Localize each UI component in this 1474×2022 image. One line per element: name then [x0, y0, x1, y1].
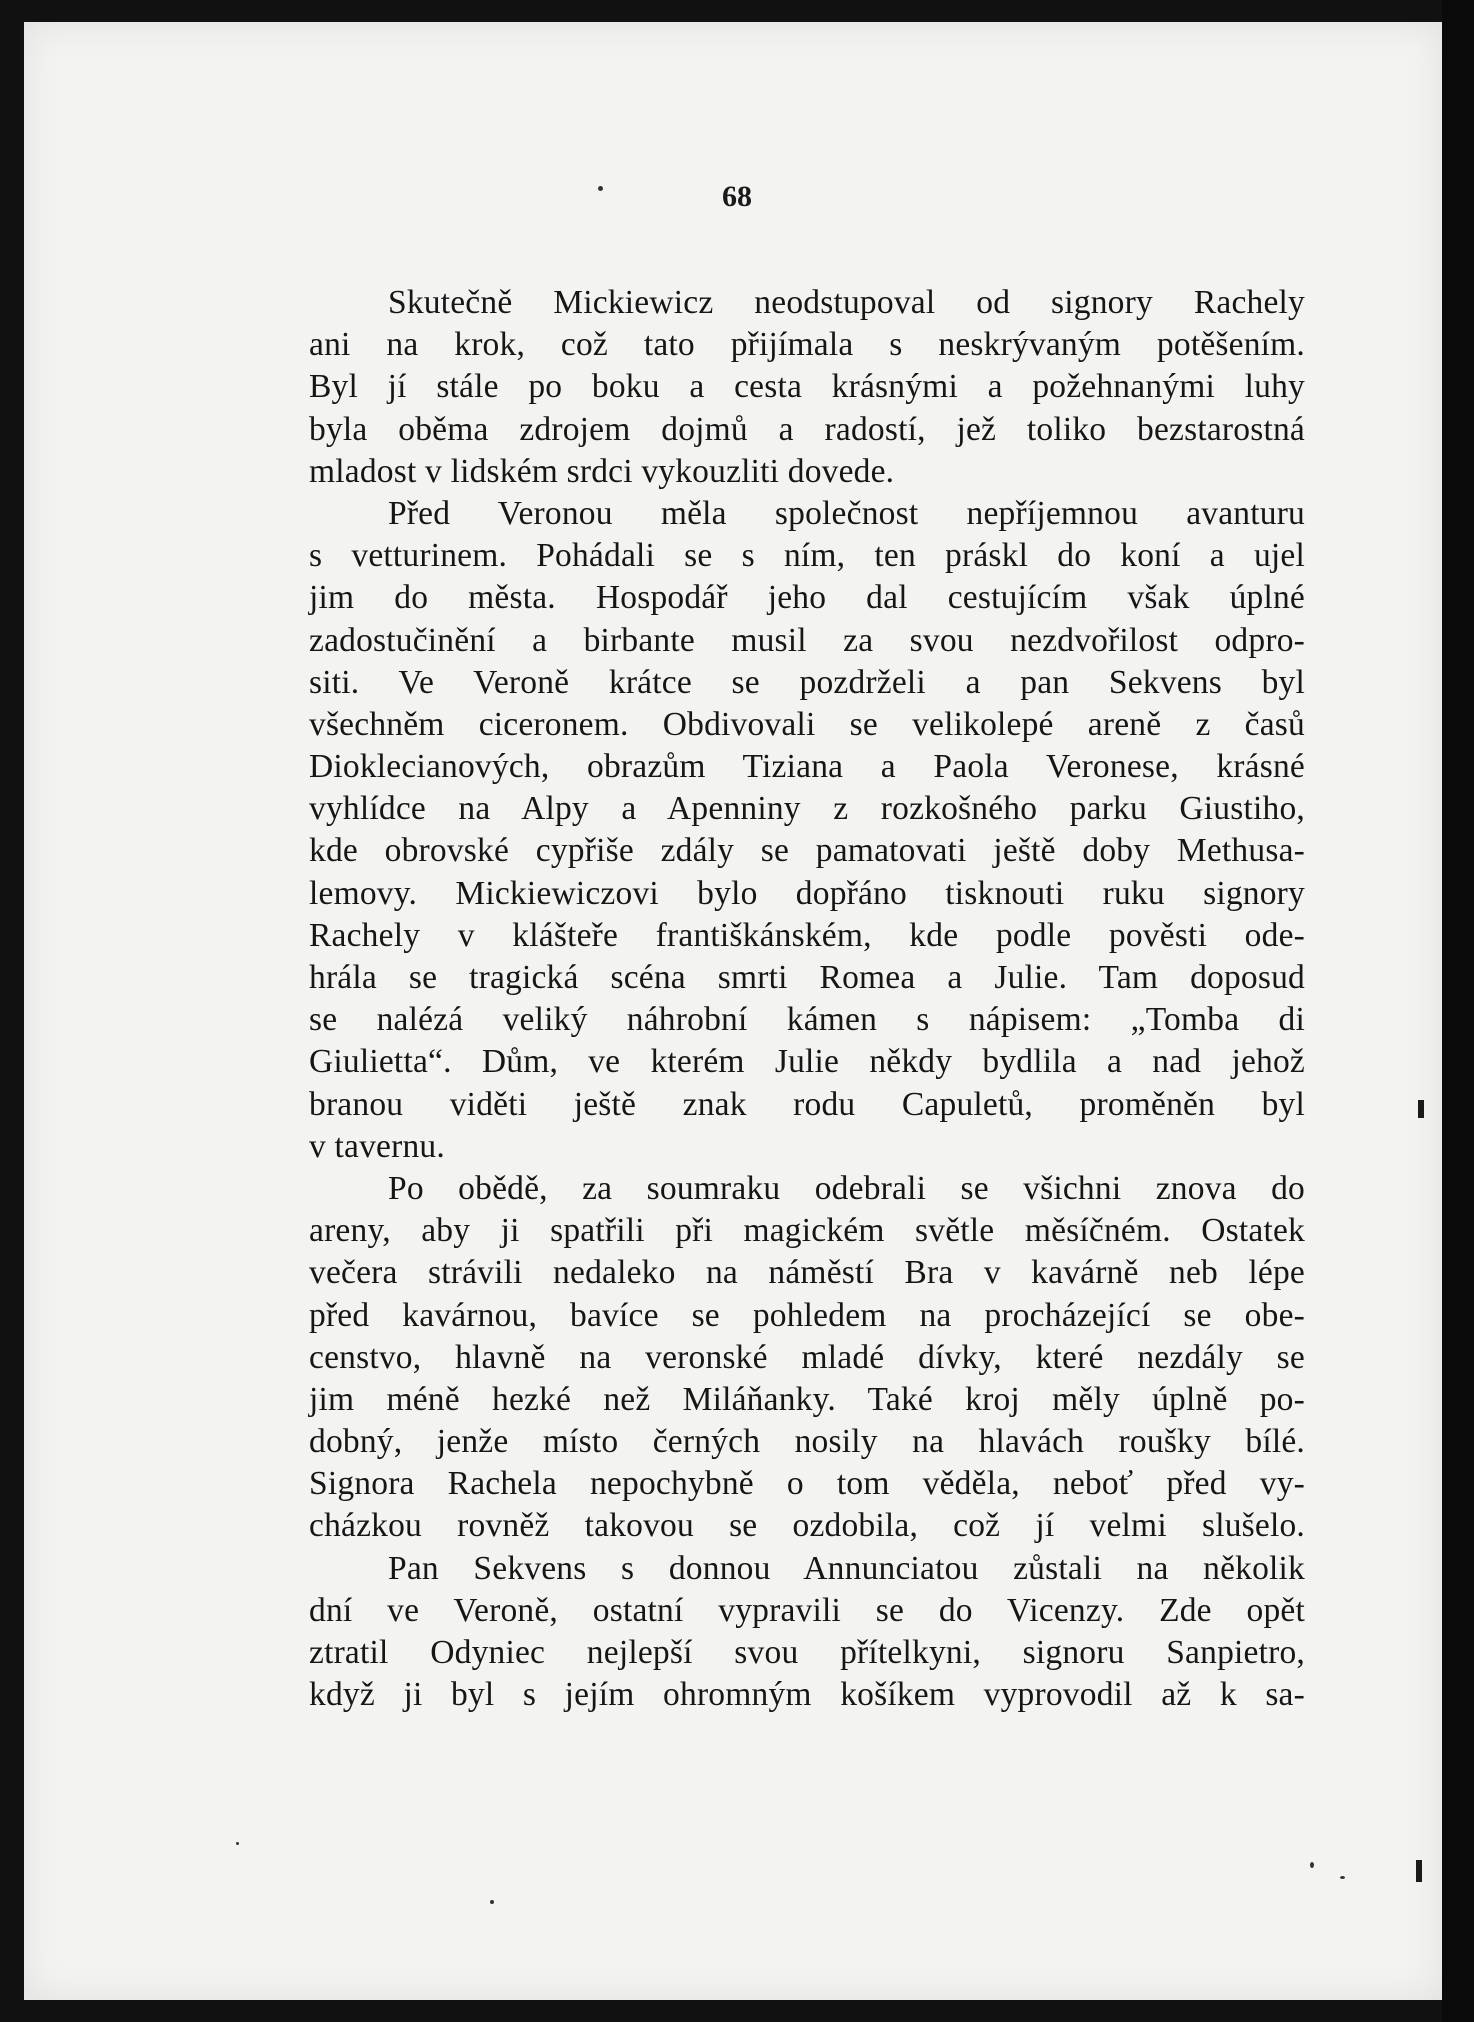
text-line: ani na krok, což tato přijímala s neskrývaným potěšením. — [309, 326, 1305, 364]
text-line: Signora Rachela nepochybně o tom věděla, neboť před vy- — [309, 1465, 1305, 1503]
text-line: s vetturinem. Pohádali se s ním, ten práskl do koní a ujel — [309, 537, 1305, 575]
paragraph — [309, 493, 1305, 1168]
text-line: mladost v lidském srdci vykouzliti dovede. — [309, 452, 895, 490]
paragraph — [309, 1548, 1305, 1717]
text-line: když ji byl s jejím ohromným košíkem vyprovodil až k sa- — [309, 1676, 1305, 1714]
text-line: se nalézá veliký náhrobní kámen s nápisem: „Tomba di — [309, 1001, 1305, 1039]
text-line: Po obědě, za soumraku odebrali se všichni znova do — [388, 1169, 1305, 1207]
page-number: 68 — [722, 180, 752, 213]
text-line: jim do města. Hospodář jeho dal cestujícím však úplné — [309, 579, 1305, 617]
text-line: kde obrovské cypřiše zdály se pamatovati ještě doby Methusa- — [309, 832, 1305, 870]
text-line: byla oběma zdrojem dojmů a radostí, jež toliko bezstarostná — [309, 410, 1305, 448]
page-edge-shadow — [1442, 0, 1474, 2022]
text-line: cházkou rovněž takovou se ozdobila, což jí velmi slušelo. — [309, 1507, 1305, 1545]
text-line: večera strávili nedaleko na náměstí Bra v kavárně neb lépe — [309, 1254, 1305, 1292]
text-line: hrála se tragická scéna smrti Romea a Julie. Tam doposud — [309, 959, 1305, 996]
text-line: zadostučinění a birbante musil za svou nezdvořilost odpro- — [309, 621, 1305, 659]
text-line: dní ve Veroně, ostatní vypravili se do Vicenzy. Zde opět — [309, 1591, 1305, 1629]
text-line: branou viděti ještě znak rodu Capuletů, proměněn byl — [309, 1085, 1305, 1123]
body-text — [309, 282, 1305, 1716]
binding-mark — [1416, 1860, 1422, 1882]
paragraph — [309, 282, 1305, 493]
text-line: areny, aby ji spatřili při magickém světle měsíčném. Ostatek — [309, 1212, 1305, 1250]
text-line: Skutečně Mickiewicz neodstupoval od signory Rachely — [388, 284, 1305, 321]
dust-speck — [1340, 1876, 1345, 1879]
text-line: jim méně hezké než Miláňanky. Také kroj měly úplně po- — [309, 1380, 1305, 1418]
text-line: siti. Ve Veroně krátce se pozdrželi a pan Sekvens byl — [309, 663, 1305, 701]
text-line: vyhlídce na Alpy a Apenniny z rozkošného parku Giustiho, — [309, 790, 1305, 828]
dust-speck — [236, 1842, 239, 1845]
text-line: před kavárnou, bavíce se pohledem na procházející se obe- — [309, 1296, 1305, 1334]
text-line: ztratil Odyniec nejlepší svou přítelkyni, signoru Sanpietro, — [309, 1634, 1305, 1671]
text-line: Pan Sekvens s donnou Annunciatou zůstali na několik — [388, 1549, 1305, 1587]
text-line: v tavernu. — [309, 1127, 445, 1165]
binding-mark — [1418, 1100, 1424, 1118]
text-line: Giulietta“. Dům, ve kterém Julie někdy bydlila a nad jehož — [309, 1043, 1305, 1081]
text-line: Byl jí stále po boku a cesta krásnými a požehnanými luhy — [309, 368, 1305, 406]
text-line: lemovy. Mickiewiczovi bylo dopřáno tisknouti ruku signory — [309, 874, 1305, 912]
dust-speck — [1310, 1862, 1314, 1868]
text-line: Dioklecianových, obrazům Tiziana a Paola Veronese, krásné — [309, 748, 1305, 786]
text-line: censtvo, hlavně na veronské mladé dívky, které nezdály se — [309, 1338, 1305, 1376]
text-line: dobný, jenže místo černých nosily na hlavách roušky bílé. — [309, 1423, 1305, 1461]
text-line: Rachely v klášteře františkánském, kde podle pověsti ode- — [309, 916, 1305, 954]
text-line: všechněm ciceronem. Obdivovali se velikolepé areně z časů — [309, 705, 1305, 743]
dust-speck — [490, 1900, 494, 1904]
text-line: Před Veronou měla společnost nepříjemnou avanturu — [388, 494, 1305, 532]
paragraph — [309, 1168, 1305, 1548]
